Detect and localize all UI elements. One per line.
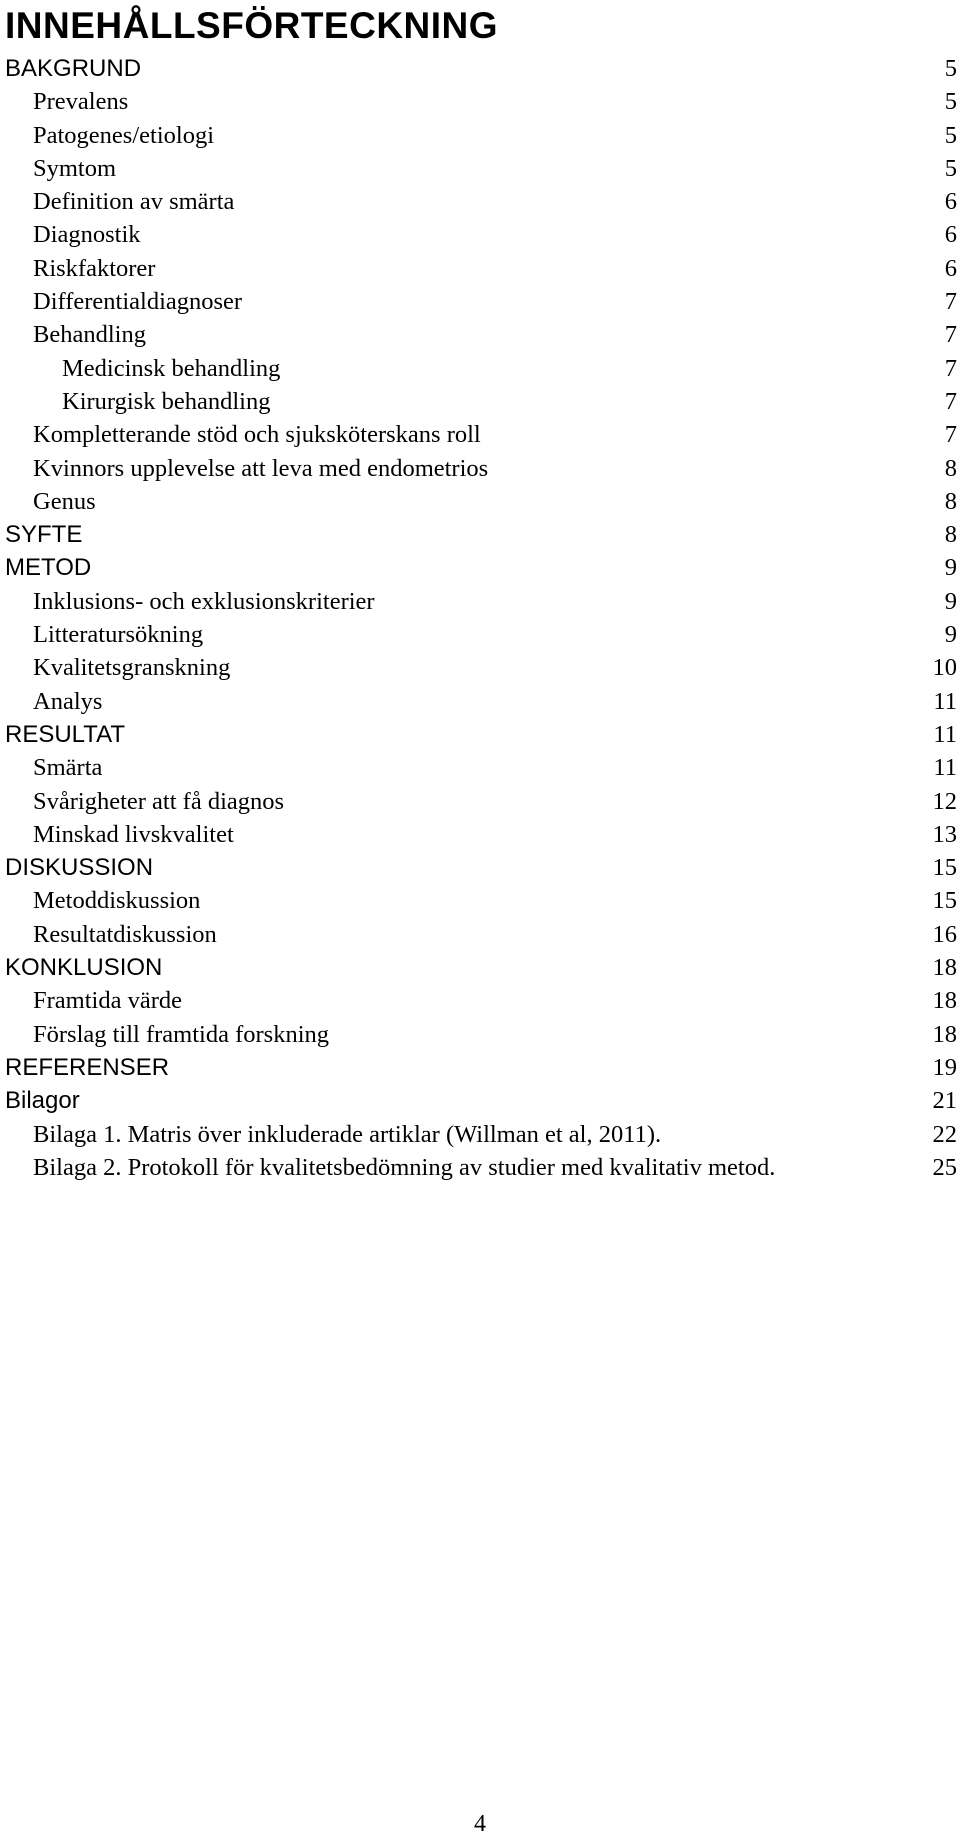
toc-entry-label: Analys: [33, 687, 103, 715]
toc-entry[interactable]: [0, 685, 960, 718]
toc-entry[interactable]: [0, 984, 960, 1017]
toc-entry-label: Patogenes/etiologi: [33, 121, 214, 149]
toc-entry-page: 6: [944, 221, 957, 249]
toc-entry-label: Definition av smärta: [33, 188, 235, 216]
toc-entry-page: 18: [932, 987, 957, 1015]
toc-entry[interactable]: [0, 1018, 960, 1051]
toc-entry[interactable]: [0, 718, 960, 751]
page-number: 4: [474, 1811, 486, 1837]
toc-entry-label: DISKUSSION: [5, 854, 154, 882]
toc-entry[interactable]: [0, 485, 960, 518]
toc-entry-label: Bilaga 2. Protokoll för kvalitetsbedömning av studier med kvalitativ metod.: [33, 1153, 776, 1181]
toc-entry-page: 13: [932, 820, 957, 848]
toc-entry-page: 7: [944, 421, 957, 449]
toc-entry-page: 15: [932, 854, 957, 882]
toc-entry[interactable]: [0, 785, 960, 818]
toc-entry-label: Genus: [33, 487, 96, 515]
toc-entry[interactable]: [0, 751, 960, 784]
toc-entry-label: REFERENSER: [5, 1053, 170, 1081]
toc-entry-label: Diagnostik: [33, 221, 141, 249]
toc-entry-label: BAKGRUND: [5, 55, 142, 82]
toc-entry[interactable]: [0, 1084, 960, 1117]
toc-entry-page: 19: [932, 1053, 957, 1081]
toc-entry-page: 10: [932, 654, 957, 682]
toc-entry-page: 7: [944, 387, 957, 415]
toc-entry-page: 7: [944, 288, 957, 316]
toc-entry-page: 18: [932, 1020, 957, 1048]
toc-entry[interactable]: [0, 285, 960, 318]
toc-entry-label: Förslag till framtida forskning: [33, 1020, 329, 1048]
toc-entry-page: 15: [932, 887, 957, 915]
page-title: INNEHÅLLSFÖRTECKNING: [5, 5, 499, 46]
toc-entry-label: Inklusions- och exklusionskriterier: [33, 587, 375, 615]
toc-entry[interactable]: [0, 1118, 960, 1151]
toc-entry[interactable]: [0, 52, 960, 85]
toc-entry-label: SYFTE: [5, 521, 83, 549]
toc-entry-page: 5: [944, 154, 957, 182]
toc-entry[interactable]: [0, 585, 960, 618]
toc-entry-label: Kvalitetsgranskning: [33, 654, 231, 682]
toc-entry[interactable]: [0, 1151, 960, 1184]
toc-entry[interactable]: [0, 951, 960, 984]
toc-entry-label: Litteratursökning: [33, 621, 204, 649]
toc-entry-label: Differentialdiagnoser: [33, 288, 243, 316]
toc-entry[interactable]: [0, 252, 960, 285]
toc-entry-page: 18: [932, 954, 957, 982]
toc-entry-label: Prevalens: [33, 88, 129, 116]
toc-entry-page: 9: [944, 621, 957, 649]
toc-entry-page: 5: [944, 121, 957, 149]
toc-entry[interactable]: [0, 352, 960, 385]
toc-entry-label: Bilaga 1. Matris över inkluderade artiklar (Willman et al, 2011).: [33, 1120, 662, 1148]
toc-entry-page: 9: [944, 554, 957, 582]
toc-entry-page: 8: [944, 454, 957, 482]
toc-entry-page: 5: [944, 55, 957, 82]
toc-entry[interactable]: [0, 918, 960, 951]
toc-entry-page: 25: [932, 1153, 957, 1181]
toc-entry[interactable]: [0, 218, 960, 251]
toc-entry[interactable]: [0, 185, 960, 218]
toc-entry-label: Smärta: [33, 754, 103, 782]
toc-entry-page: 9: [944, 587, 957, 615]
toc-entry[interactable]: [0, 385, 960, 418]
toc-entry[interactable]: [0, 1051, 960, 1084]
toc-entry-label: Kvinnors upplevelse att leva med endometrios: [33, 454, 489, 482]
toc-entry-page: 8: [944, 487, 957, 515]
toc-entry-page: 12: [932, 787, 957, 815]
toc-entry-page: 6: [944, 188, 957, 216]
toc-entry[interactable]: [0, 452, 960, 485]
toc-entry-label: METOD: [5, 554, 92, 582]
toc-entry[interactable]: [0, 85, 960, 118]
toc-entry-label: Riskfaktorer: [33, 254, 156, 282]
toc-entry[interactable]: [0, 618, 960, 651]
toc-entry-page: 6: [944, 254, 957, 282]
toc-entry-label: KONKLUSION: [5, 954, 163, 982]
toc-entry-page: 8: [944, 521, 957, 549]
toc-entry[interactable]: [0, 518, 960, 551]
toc-entry-page: 7: [944, 321, 957, 349]
toc-entry[interactable]: [0, 119, 960, 152]
toc-entry[interactable]: [0, 551, 960, 584]
toc-entry-label: Kirurgisk behandling: [62, 387, 271, 415]
toc-entry-label: Medicinsk behandling: [62, 354, 281, 382]
toc-entry[interactable]: [0, 884, 960, 917]
toc-entry-page: 11: [933, 687, 957, 715]
toc-entry-label: Metoddiskussion: [33, 887, 201, 915]
toc-entry-page: 7: [944, 354, 957, 382]
toc-entry-page: 16: [932, 920, 957, 948]
toc-entry-page: 11: [933, 754, 957, 782]
toc-entry-label: Framtida värde: [33, 987, 182, 1015]
toc-entry[interactable]: [0, 651, 960, 684]
toc-entry-page: 22: [932, 1120, 957, 1148]
toc-entry-label: RESULTAT: [5, 720, 126, 748]
toc-entry-page: 11: [933, 720, 957, 748]
toc-entry-label: Behandling: [33, 321, 146, 349]
toc-entry[interactable]: [0, 818, 960, 851]
toc-entry-label: Resultatdiskussion: [33, 920, 217, 948]
toc-entry-page: 21: [932, 1087, 957, 1115]
toc-entry-label: Svårigheter att få diagnos: [33, 787, 285, 815]
toc-entry-label: Kompletterande stöd och sjuksköterskans roll: [33, 421, 481, 449]
toc-entry[interactable]: [0, 851, 960, 884]
toc-entry[interactable]: [0, 418, 960, 451]
table-of-contents: [0, 52, 960, 1184]
toc-entry-label: Symtom: [33, 154, 117, 182]
toc-entry[interactable]: [0, 318, 960, 351]
toc-entry[interactable]: [0, 152, 960, 185]
toc-entry-page: 5: [944, 88, 957, 116]
toc-entry-label: Bilagor: [5, 1087, 80, 1115]
toc-entry-label: Minskad livskvalitet: [33, 820, 234, 848]
